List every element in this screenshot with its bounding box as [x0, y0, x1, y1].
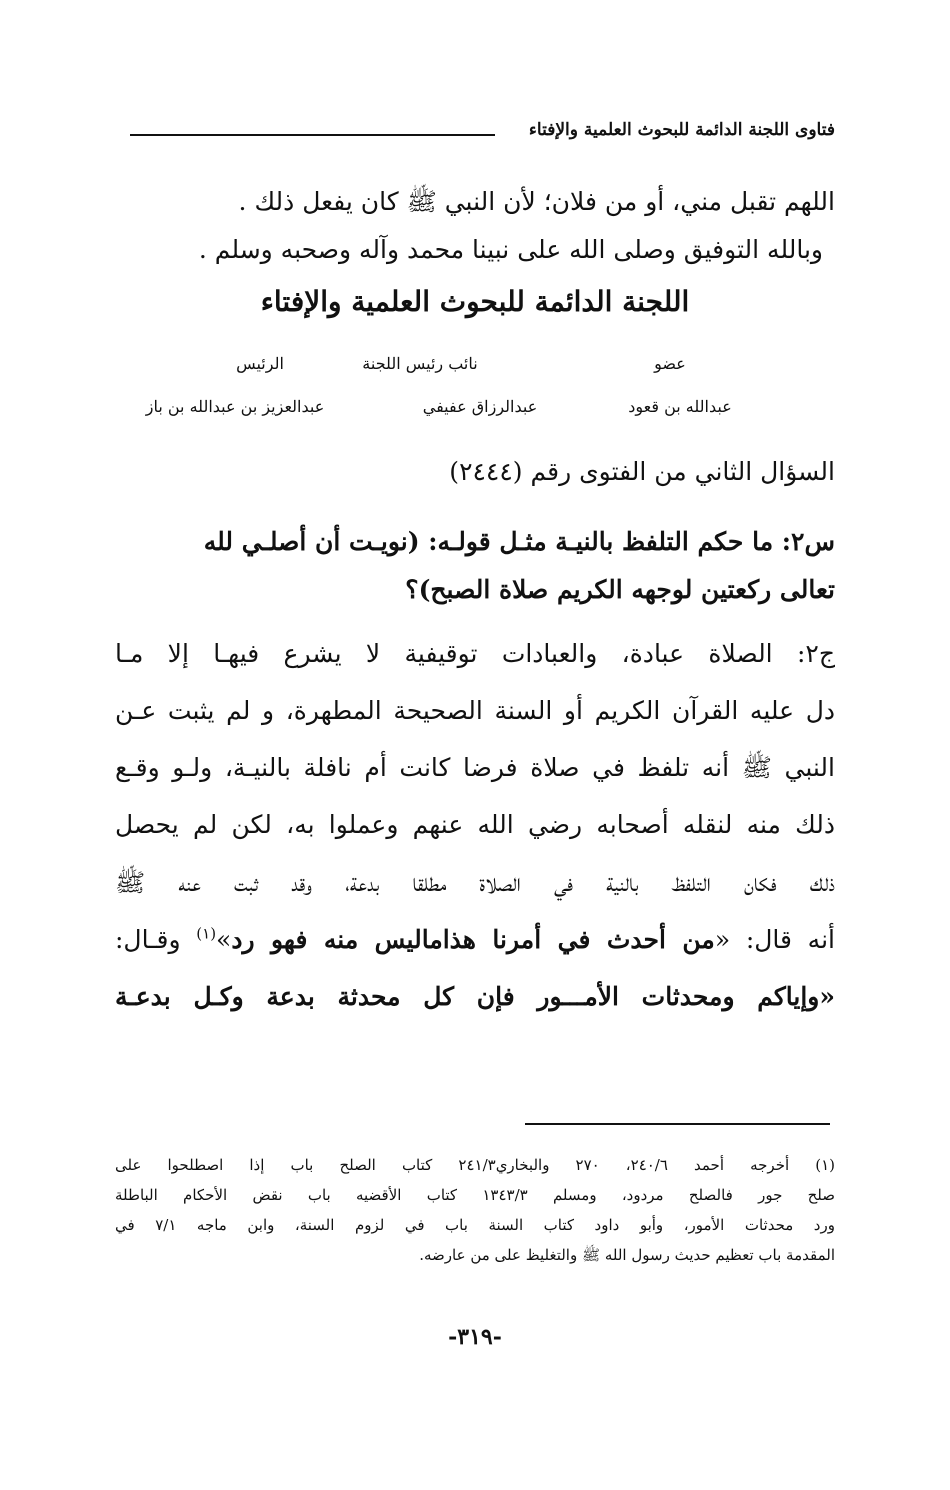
footnote-line-4: المقدمة باب تعظيم حديث رسول الله ﷺ والتغليظ على من عارضه. [419, 1246, 835, 1264]
signatory-name-member: عبدالله بن قعود [628, 397, 732, 416]
signatory-role-member: عضو [654, 354, 686, 373]
question-reference: السؤال الثاني من الفتوى رقم (٢٤٤٤) [449, 457, 835, 486]
running-header: فتاوى اللجنة الدائمة للبحوث العلمية والإفتاء [528, 120, 835, 140]
page-number: -٣١٩- [448, 1324, 502, 1350]
closing-line-2: وبالله التوفيق وصلى الله على نبينا محمد وآله وصحبه وسلم . [198, 235, 823, 264]
answer-line-5: ذلك فكان التلفظ بالنية في الصلاة مطلقا بدعة، وقد ثبت عنه ﷺ [115, 868, 835, 897]
header-rule [130, 134, 495, 136]
footnote-line-2: صلح جور فالصلح مردود، ومسلم ١٣٤٣/٣ كتاب الأقضيه باب نقض الأحكام الباطلة [115, 1186, 835, 1204]
answer-line-4: ذلك منه لنقله أصحابه رضي الله عنهم وعملوا به، لكن لم يحصل [115, 810, 835, 839]
footnote-line-1: (١) أخرجه أحمد ٢٤٠/٦، ٢٧٠ والبخاري٢٤١/٣ كتاب الصلح باب إذا اصطلحوا على [115, 1156, 835, 1174]
signatory-name-vice-chair: عبدالرزاق عفيفي [422, 397, 538, 416]
hadith-quote: من أحدث في أمرنا هذاماليس منه فهو رد [231, 925, 715, 954]
answer-line-1: ج٢: الصلاة عبادة، والعبادات توقيفية لا يشرع فيهـا إلا مـا [115, 639, 835, 668]
quote-close: » [216, 925, 232, 954]
signatory-name-chair: عبدالعزيز بن عبدالله بن باز [145, 397, 325, 416]
question-line-1: س٢: ما حكم التلفظ بالنيـة مثـل قولـه: (نويـت أن أصلـي لله [203, 527, 835, 556]
answer-line-6-end: وقـال: [115, 925, 197, 954]
answer-line-6-start: أنه قال: « [714, 925, 835, 954]
footnote-line-3: ورد محدثات الأمور، وأبو داود كتاب السنة باب في لزوم السنة، وابن ماجه ٧/١ في [115, 1216, 835, 1234]
closing-line-1: اللهم تقبل مني، أو من فلان؛ لأن النبي ﷺ كان يفعل ذلك . [238, 187, 835, 216]
committee-title: اللجنة الدائمة للبحوث العلمية والإفتاء [260, 285, 690, 318]
answer-line-2: دل عليه القرآن الكريم أو السنة الصحيحة المطهرة، و لم يثبت عـن [115, 696, 835, 725]
signatory-role-vice-chair: نائب رئيس اللجنة [362, 354, 478, 373]
question-line-2: تعالى ركعتين لوجهه الكريم صلاة الصبح)؟ [405, 575, 835, 604]
footnote-marker[interactable]: (١) [196, 924, 217, 943]
footnote-rule [525, 1123, 830, 1125]
answer-line-6 [115, 914, 835, 966]
signatory-role-chair: الرئيس [236, 354, 284, 373]
answer-line-7: «وإياكم ومحدثات الأمـــور فإن كل محدثة بدعة وكـل بدعـة [115, 982, 835, 1011]
answer-line-3: النبي ﷺ أنه تلفظ في صلاة فرضا كانت أم نافلة بالنيـة، ولـو وقـع [115, 753, 835, 782]
